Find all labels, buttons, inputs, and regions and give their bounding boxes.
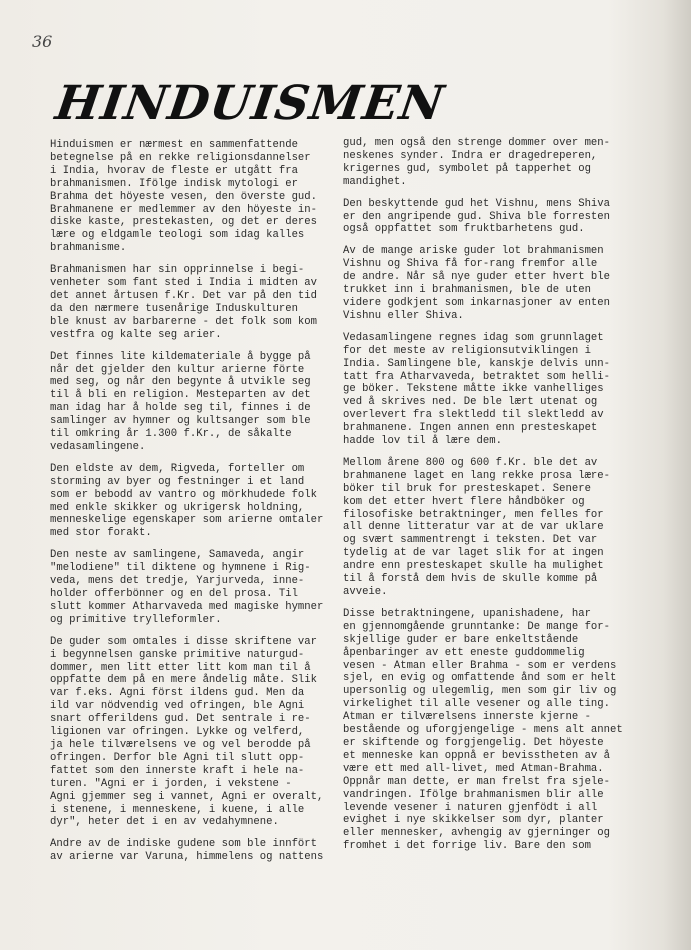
right-column bbox=[343, 137, 631, 862]
paragraph: Mellom årene 800 og 600 f.Kr. ble det av brahmanene laget en lang rekke prosa lære- böker til bruk for presteskapet. Senere kom det etter hvert flere håndböker og filosofiske betraktninger, men felles for all denne litteratur var at de var uklare og svært sammentrengt i teksten. Det var tydelig at de var laget slik for at ingen andre enn presteskapet skulle ha mulighet til å forstå dem hvis de skulle komme på avveie. bbox=[343, 456, 611, 598]
paragraph: Brahmanismen har sin opprinnelse i begi- venheter som fant sted i India i midten av det annet årtusen f.Kr. Det var på den tid da den nærmere tusenårige Induskulturen ble knust av barbarerne - det folk som kom vestfra og kalte seg arier. bbox=[50, 264, 318, 341]
paragraph: Disse betraktningene, upanishadene, har en gjennomgående grunntanke: De mange for- skjellige guder er bare enkeltstående åpenbaringer av ett eneste guddommelig vesen - Atman eller Brahma - som er verdens sjel, en evig og omfattende ånd som er helt upersonlig og ulegemlig, men som gir liv og virkelighet til alle vesener og alle ting. Atman er tilværelsens innerste kjerne - bestående og uforgjengelige - mens alt annet er skiftende og forgjengelig. Det höyeste et menneske kan oppnå er bevisstheten av å være ett med all-livet, med Atman-Brahma. Oppnår man dette, er man frelst fra sjele- vandringen. Ifölge brahmanismen blir alle levende vesener i naturen gjenfödt i all evighet i nye skikkelser som dyr, planter eller mennesker, avhengig av gjerninger og fromhet i det forrige liv. Bare den som bbox=[343, 607, 623, 853]
paragraph: Den neste av samlingene, Samaveda, angir "melodiene" til diktene og hymnene i Rig- veda, mens det tredje, Yarjurveda, inne- holder offerbönner og en del prosa. Til slutt kommer Atharvaveda med magiske hymner og primitive trylleformler. bbox=[50, 549, 324, 626]
paragraph: De guder som omtales i disse skriftene var i begynnelsen ganske primitive naturgud- dommer, men litt etter litt kom man til å oppfatte dem på en mere åndelig måte. Slik var f.eks. Agni först ildens gud. Men da ild var nödvendig ved ofringen, ble Agni snart offerildens gud. Det sentrale i re- ligionen var ofringen. Lykke og velferd, ja hele tilværelsens ve og vel berodde på ofringen. Derfor ble Agni til slutt opp- fattet som den innerste kraft i hele na- turen. "Agni er i jorden, i vekstene - Agni gjemmer seg i vannet, Agni er overalt, i stenene, i menneskene, i kuene, i alle dyr", heter det i en av vedahymnene. bbox=[50, 635, 324, 829]
paragraph: Vedasamlingene regnes idag som grunnlaget for det meste av religionsutviklingen i India. Samlingene ble, kanskje delvis unn- tatt fra Atharvaveda, betraktet som helli- ge böker. Tekstene måtte ikke vanhelliges ved å skrives ned. De ble lært utenat og overlevert fra slektledd til slektledd av brahmanene. Ingen annen enn presteskapet hadde lov til å lære dem. bbox=[343, 331, 611, 448]
paragraph: Av de mange ariske guder lot brahmanismen Vishnu og Shiva få for-rang fremfor alle de andre. Når så nye guder etter hvert ble trukket inn i brahmanismen, ble de uten videre godkjent som inkarnasjoner av enten Vishnu eller Shiva. bbox=[343, 245, 611, 322]
left-column bbox=[50, 139, 336, 873]
article-title: HINDUISMEN bbox=[52, 76, 448, 131]
paragraph: Den eldste av dem, Rigveda, forteller om storming av byer og festninger i et land som er bebodd av vantro og mörkhudede folk med enkle skikker og ukrigersk holdning, menneskelige egenskaper som arierne omtaler med stor forakt. bbox=[50, 462, 324, 540]
paragraph: Hinduismen er nærmest en sammenfattende betegnelse på en rekke religionsdannelser i India, hvorav de fleste er utgått fra brahmanismen. Ifölge indisk mytologi er Brahma det höyeste vesen, den överste gud. Brahmanene er medlemmer av den höyeste in- diske kaste, prestekasten, og det er deres lære og eldgamle teologi som idag kalles brahmanisme. bbox=[50, 139, 318, 255]
page-number: 36 bbox=[32, 32, 53, 51]
paragraph: Andre av de indiske gudene som ble innfört av arierne var Varuna, himmelens og nattens bbox=[50, 838, 324, 864]
paragraph: gud, men også den strenge dommer over men- neskenes synder. Indra er dragedreperen, krigernes gud, symbolet på tapperhet og mandighet. bbox=[343, 137, 611, 188]
paragraph: Det finnes lite kildemateriale å bygge på når det gjelder den kultur arierne förte med seg, og når den begynte å utvikle seg til å bli en religion. Mesteparten av det man idag har å holde seg til, finnes i de samlinger av hymner og kultsanger som ble til omkring år 1.300 f.Kr., de såkalte vedasamlingene. bbox=[50, 350, 311, 453]
paragraph: Den beskyttende gud het Vishnu, mens Shiva er den angripende gud. Shiva ble forresten også oppfattet som fruktbarhetens gud. bbox=[343, 197, 611, 236]
